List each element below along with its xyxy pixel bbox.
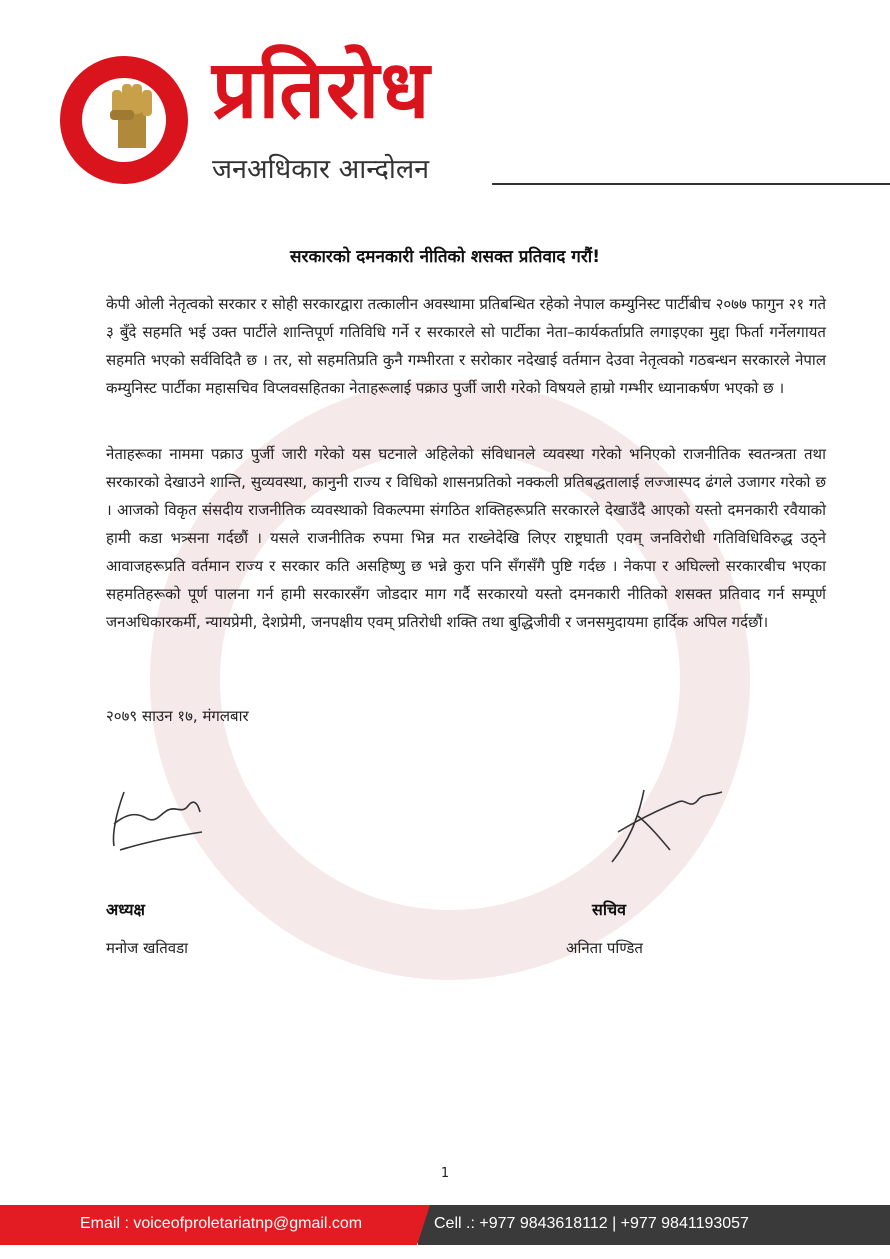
chairperson-name: मनोज खतिवडा — [106, 939, 189, 957]
secretary-name: अनिता पण्डित — [566, 939, 643, 957]
footer-bar — [0, 1205, 890, 1245]
document-date: २०७९ साउन १७, मंगलबार — [106, 707, 249, 725]
paragraph-1: केपी ओली नेतृत्वको सरकार र सोही सरकारद्वारा तत्कालीन अवस्थामा प्रतिबन्धित रहेको नेपाल कम्युनिस्ट पार्टीबीच २०७७ फागुन २१ गते ३ बुँदे सहमति भई उक्त पार्टीले शान्तिपूर्ण गतिविधि गर्ने र सरकारले सो पार्टीका नेता–कार्यकर्ताप्रति लगाइएका मुद्दा फिर्ता गर्नेलगायत सहमति भएको सर्वविदितै छ । तर, सो सहमतिप्रति कुनै गम्भीरता र सरोकार नदेखाई वर्तमान देउवा नेतृत्वको गठबन्धन सरकारले नेपाल कम्युनिस्ट पार्टीका महासचिव विप्लवसहितका नेताहरूलाई पक्राउ पुर्जी जारी गरेको विषयले हाम्रो गम्भीर ध्यानाकर्षण भएको छ । — [106, 295, 826, 397]
header-divider — [492, 183, 890, 185]
paragraph-2: नेताहरूका नाममा पक्राउ पुर्जी जारी गरेको यस घटनाले अहिलेको संविधानले व्यवस्था गरेको भनिएको राजनीतिक स्वतन्त्रता तथा सरकारको देखाउने शान्ति, सुव्यवस्था, कानुनी राज्य र विधिको शासनप्रतिको नक्कली प्रतिबद्धतालाई लज्जास्पद ढंगले उजागर गरेको छ । आजको विकृत संसदीय राजनीतिक व्यवस्थाको विकल्पमा संगठित शक्तिहरूप्रति सरकारले देखाउँदै आएको यस्तो दमनकारी रवैयाको हामी कडा भत्र्सना गर्दछौं । यसले राजनीतिक रुपमा भिन्न मत राख्नेदेखि लिएर राष्ट्रघाती एवम् जनविरोधी गतिविधिविरुद्ध उठ्ने आवाजहरूप्रति वर्तमान राज्य र सरकार कति असहिष्णु छ भन्ने कुरा पनि सँगसँगै पुष्टि गर्दछ । नेकपा र अघिल्लो सरकारबीच भएका सहमतिहरूको पूर्ण पालना गर्न हामी सरकारसँग जोडदार माग गर्दै सरकारयो यस्तो दमनकारी नीतिको शसक्त प्रतिवाद गर्न सम्पूर्ण जनअधिकारकर्मी, न्यायप्रेमी, देशप्रेमी, जनपक्षीय एवम् प्रतिरोधी शक्ति तथा बुद्धिजीवी र जनसमुदायमा हार्दिक अपिल गर्दछौं। — [106, 445, 826, 631]
brand-name: प्रतिरोध — [212, 43, 431, 136]
secretary-title: सचिव — [592, 900, 627, 919]
secretary-signature — [598, 780, 728, 870]
raised-fist-icon — [106, 80, 162, 150]
letterhead — [60, 43, 890, 196]
chairperson-title: अध्यक्ष — [106, 900, 145, 919]
footer-email: Email : voiceofproletariatnp@gmail.com — [80, 1215, 363, 1232]
document-title: सरकारको दमनकारी नीतिको शसक्त प्रतिवाद गरौं! — [290, 247, 600, 267]
chairperson-signature — [106, 784, 206, 854]
logo-emblem — [60, 56, 188, 184]
footer-phone: Cell .: +977 9843618112 | +977 9841193057 — [434, 1215, 749, 1232]
brand-tagline: जनअधिकार आन्दोलन — [212, 154, 430, 185]
page-number: 1 — [440, 1166, 450, 1181]
